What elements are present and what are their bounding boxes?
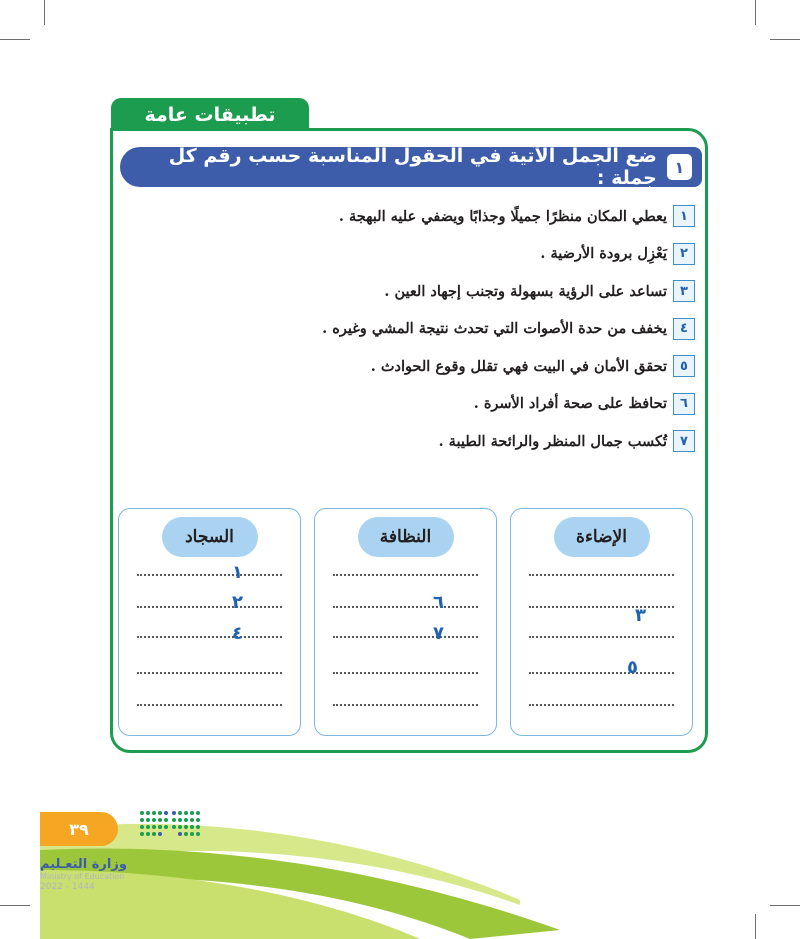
list-item [322, 317, 695, 341]
list-item [322, 392, 695, 416]
answer-line [137, 704, 282, 706]
item-text: تساعد على الرؤية بسهولة وتجنب إجهاد العين . [384, 282, 667, 300]
answer-value[interactable]: ٤ [232, 623, 243, 644]
ministry-logo-icon [138, 808, 202, 842]
item-number: ١ [673, 205, 695, 227]
list-item [322, 204, 695, 228]
list-item [322, 354, 695, 378]
item-number: ٤ [673, 318, 695, 340]
answer-value[interactable]: ٢ [232, 592, 243, 613]
category-box-lighting [510, 508, 693, 736]
ministry-name-ar: وزارة التعـليم [40, 857, 127, 872]
item-number: ٢ [673, 243, 695, 265]
list-item [322, 242, 695, 266]
section-tab: تطبيقات عامة [111, 98, 309, 132]
footer-swoosh [0, 770, 800, 939]
ministry-year: 2022 - 1444 [40, 882, 95, 892]
item-text: تحافظ على صحة أفراد الأسرة . [473, 395, 667, 412]
category-box-carpet [118, 508, 301, 736]
answer-line [529, 704, 674, 706]
item-number: ٣ [673, 280, 695, 302]
item-text: تحقق الأمان في البيت فهي تقلل وقوع الحوادث . [370, 357, 667, 375]
item-text: تُكسب جمال المنظر والرائحة الطيبة . [438, 432, 667, 450]
item-text: يعطي المكان منظرًا جميلًا وجذابًا ويضفي عليه البهجة . [338, 207, 667, 225]
exercise-instruction: ضع الجمل الآتية في الحقول المناسبة حسب رقم كل جملة : [168, 145, 657, 189]
answer-value[interactable]: ٦ [433, 592, 444, 613]
answer-value[interactable]: ٣ [635, 605, 646, 626]
exercise-number: ١ [667, 154, 692, 180]
answer-line [333, 606, 478, 608]
category-title: السجاد [162, 517, 258, 557]
list-item [322, 279, 695, 303]
item-text: يَعْزِل برودة الأرضية . [540, 245, 667, 262]
answer-line [333, 636, 478, 638]
list-item [322, 429, 695, 453]
answer-line [333, 574, 478, 576]
crop-mark [44, 0, 45, 25]
answer-line [137, 636, 282, 638]
answer-line [333, 704, 478, 706]
item-number: ٧ [673, 430, 695, 452]
item-text: يخفف من حدة الأصوات التي تحدث نتيجة المشي وغيره . [322, 320, 667, 337]
answer-line [529, 574, 674, 576]
item-number: ٥ [673, 355, 695, 377]
item-number: ٦ [673, 393, 695, 415]
answer-value[interactable]: ٧ [433, 623, 444, 644]
category-box-cleanliness [314, 508, 497, 736]
crop-mark [0, 39, 30, 40]
page-number: ٣٩ [40, 812, 118, 846]
answer-value[interactable]: ٥ [627, 657, 638, 678]
answer-line [137, 574, 282, 576]
crop-mark [755, 0, 756, 25]
category-title: النظافة [358, 517, 454, 557]
answer-line [529, 672, 674, 674]
answer-line [529, 636, 674, 638]
ministry-name-en: Ministry of Education [40, 872, 125, 881]
sentence-list [322, 204, 695, 467]
answer-line [137, 606, 282, 608]
exercise-header [120, 147, 702, 187]
answer-line [529, 606, 674, 608]
answer-line [333, 672, 478, 674]
answer-value[interactable]: ١ [232, 562, 243, 583]
category-title: الإضاءة [554, 517, 650, 557]
answer-line [137, 672, 282, 674]
crop-mark [770, 39, 800, 40]
